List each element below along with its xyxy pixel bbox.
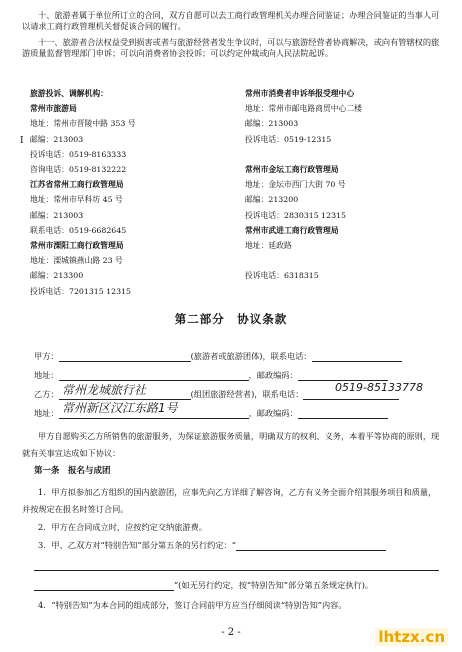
left-column-line: 咨询电话：0519-8132222 xyxy=(30,165,127,175)
left-column-line: 江苏省常州工商行政管理局 xyxy=(30,180,124,190)
postcode-label: ，邮政编码： xyxy=(248,370,298,380)
left-column-line: 旅游投诉、调解机构： xyxy=(30,89,108,98)
right-column-line: 邮编：213003 xyxy=(245,119,299,129)
clause-three-field-2[interactable] xyxy=(34,581,174,591)
party-a-phone-field[interactable] xyxy=(312,352,402,362)
margin-mark: I xyxy=(20,136,24,146)
party-b-postcode-field[interactable] xyxy=(298,409,388,419)
party-a-postcode-field[interactable] xyxy=(298,371,388,381)
clause-three-end-line xyxy=(34,580,373,591)
party-a-line xyxy=(34,351,402,362)
handwritten-phone: 0519-85133778 xyxy=(335,381,423,394)
party-a-name-field[interactable] xyxy=(59,352,191,362)
part-two-title: 第二部分 协议条款 xyxy=(174,312,288,326)
right-column-line: 常州市消费者申诉举报受理中心 xyxy=(245,89,355,98)
right-column-line xyxy=(245,253,362,268)
agency-list-left xyxy=(30,86,136,299)
clause-ten: 十、旅游者属于单位所订立的合同，双方自愿可以去工商行政管理机关办理合同鉴证；办理合同鉴证的当事人可以请求工商行政管理机关督促该合同的履行。 xyxy=(22,10,440,31)
party-b-label: 乙方： xyxy=(34,389,59,399)
handwritten-company: 常州龙城旅行社 xyxy=(62,383,147,397)
left-column-line: 地址：溧城镇燕山路 23 号 xyxy=(30,256,123,266)
right-column-line: 邮编：213200 xyxy=(245,195,299,205)
clause-eleven: 十一、旅游者合法权益受到损害或者与旅游经营者发生争议时，可以与旅游经营者协商解决，或向有管辖权的旅游质量监督管理部门申诉；可以向消费者协会投诉；可以约定仲裁或向人民法院起诉。 xyxy=(22,37,440,58)
clause-three-blank-line[interactable] xyxy=(34,560,439,571)
right-column-line: 常州市武进工商行政管理局 xyxy=(245,225,339,235)
clause-three-field[interactable] xyxy=(236,541,386,551)
left-column-line: 常州市溧阳工商行政管理局 xyxy=(30,241,124,251)
address-label-b: 地址： xyxy=(34,408,59,418)
right-column-line: 投诉电话：0519-12315 xyxy=(245,134,332,144)
address-label: 地址： xyxy=(34,370,59,380)
page-number: - 2 - xyxy=(221,627,241,638)
left-column-line: 邮编：213003 xyxy=(30,210,84,220)
right-column-line: 地址：常州市邮电路商贸中心二楼 xyxy=(245,104,362,114)
clause-three-line xyxy=(38,540,386,551)
right-column-line: 常州市金坛工商行政管理局 xyxy=(245,165,339,175)
left-column-line: 邮编：213003 xyxy=(30,134,84,144)
left-column-line: 地址：常州市早科坊 45 号 xyxy=(30,195,123,205)
right-column-line: 投诉电话：6318315 xyxy=(245,271,319,281)
clause-three-end: ”(如无另行约定，按“特别告知”部分第五条规定执行)。 xyxy=(174,580,374,590)
watermark-logo: lhtzx.cn xyxy=(375,628,448,646)
postcode-label-b: ，邮政编码： xyxy=(248,408,298,418)
left-column-line: 投诉电话：0519-8163333 xyxy=(30,149,127,159)
clause-two: 2．甲方在合同成立时，应按约定交纳旅游费。 xyxy=(38,522,207,532)
clause-four: 4．“特别告知”为本合同的组成部分，签订合同前甲方应当仔细阅读“特别告知”内容。 xyxy=(38,600,347,610)
right-column-line: 投诉电话：2830315 12315 xyxy=(245,210,346,220)
clause-three: 3．甲、乙双方对“特别告知”部分第五条的另行约定：“ xyxy=(38,540,236,550)
right-column-line: 地址：金坛市西门大街 70 号 xyxy=(245,180,346,190)
left-column-line: 投诉电话：7201315 12315 xyxy=(30,286,131,296)
party-a-suffix: (旅游者或旅游团体)，联系电话： xyxy=(190,351,312,361)
right-column-line xyxy=(245,147,362,162)
left-column-line: 地址：常州市晋陵中路 353 号 xyxy=(30,119,136,129)
party-a-label: 甲方： xyxy=(34,351,59,361)
left-column-line: 邮编：213300 xyxy=(30,271,84,281)
article-one-title: 第一条 报名与成团 xyxy=(34,466,111,476)
right-column-line: 地址：延政路 xyxy=(245,241,292,251)
party-a-address-field[interactable] xyxy=(59,371,249,381)
left-column-line: 联系电话：0519-6682645 xyxy=(30,225,127,235)
agency-list-right xyxy=(245,86,362,284)
agreement-intro: 甲方自愿购买乙方所销售的旅游服务，为保证旅游服务质量，明确双方的权利、义务，本着平等协商的原则，现就有关事宜达成如下协议： xyxy=(22,431,440,458)
party-a-address-line xyxy=(34,370,388,381)
left-column-line: 常州市旅游局 xyxy=(30,104,77,114)
clause-one: 1．甲方拟参加乙方组织的国内旅游团，应事先向乙方详细了解咨询，乙方有义务全面介绍其服务项目和质量，并按规定在报名时签订合同。 xyxy=(22,487,437,514)
handwritten-address: 常州新区汉江东路1号 xyxy=(62,401,178,415)
party-b-suffix: (组团旅游经营者)，联系电话： xyxy=(190,389,304,399)
